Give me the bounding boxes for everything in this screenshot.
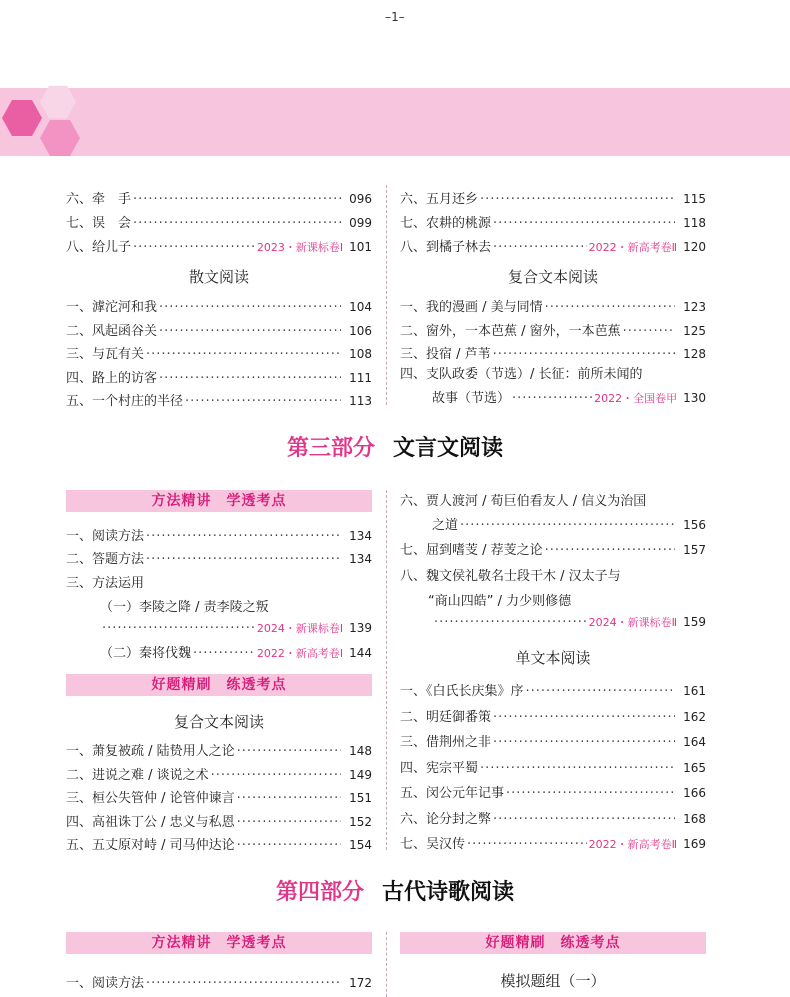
toc-entry[interactable]: 一、阅读方法 ····· 134 [66, 525, 372, 544]
section-bar-practice: 好题精刷 练透考点 [400, 932, 706, 954]
section-bar-methods: 方法精讲 学透考点 [66, 490, 372, 512]
toc-entry[interactable]: 三、投宿 / 芦苇 ····· 128 [400, 343, 706, 362]
toc-entry-line: 六、贾人渡河 / 荀巨伯看友人 / 信义为治国 [400, 494, 647, 509]
toc-entry-line: 三、方法运用 [66, 576, 145, 591]
toc-entry[interactable]: 七、吴汉传 ····· 2022・新高考卷Ⅱ 169 [400, 833, 706, 852]
toc-entry[interactable]: 三、桓公失管仲 / 论管仲谏言 ····· 151 [66, 787, 372, 806]
section-bar-practice: 好题精刷 练透考点 [66, 674, 372, 696]
toc-entry[interactable]: 七、屈到嗜芰 / 荐芰之论 ····· 157 [400, 539, 706, 558]
toc-entry[interactable]: 故事（节选） ····· 2022・全国卷甲 130 [432, 387, 706, 406]
toc-entry-line: （一）李陵之降 / 责李陵之叛 [100, 600, 269, 615]
toc-entry[interactable]: 一、滹沱河和我 ····· 104 [66, 296, 372, 315]
toc-entry[interactable]: 一、我的漫画 / 美与同情 ····· 123 [400, 296, 706, 315]
toc-entry[interactable]: 二、进说之难 / 谈说之术 ····· 149 [66, 764, 372, 783]
toc-entry[interactable]: 一、阅读方法 ····· 172 [66, 972, 372, 991]
toc-entry-line: 四、支队政委（节选）/ 长征：前所未闻的 [400, 367, 643, 382]
toc-entry[interactable]: 之道 ····· 156 [432, 514, 706, 533]
part-title: 第三部分 文言文阅读 [286, 435, 504, 461]
section-heading-single: 单文本阅读 [515, 649, 591, 667]
toc-entry[interactable]: 二、风起函谷关 ····· 106 [66, 320, 372, 339]
toc-entry[interactable]: 二、明廷御番策 ····· 162 [400, 706, 706, 725]
toc-entry[interactable]: 六、五月还乡 ····· 115 [400, 188, 706, 207]
toc-entry[interactable]: 二、窗外，一本芭蕉 / 窗外，一本芭蕉 ····· 125 [400, 320, 706, 339]
column-divider [386, 932, 387, 997]
header-band [0, 88, 790, 156]
toc-entry[interactable]: 八、到橘子林去 ····· 2022・新高考卷Ⅱ 120 [400, 236, 706, 255]
toc-entry[interactable]: 四、路上的访客 ····· 111 [66, 367, 372, 386]
section-bar-methods: 方法精讲 学透考点 [66, 932, 372, 954]
toc-entry[interactable]: 二、答题方法 ····· 134 [66, 548, 372, 567]
toc-entry[interactable]: 七、农耕的桃源 ····· 118 [400, 212, 706, 231]
toc-entry[interactable]: 六、牵 手 ····· 096 [66, 188, 372, 207]
toc-entry[interactable]: 五、五丈原对峙 / 司马仲达论 ····· 154 [66, 834, 372, 853]
toc-entry[interactable]: 四、高祖诛丁公 / 忠义与私恩 ····· 152 [66, 811, 372, 830]
toc-entry[interactable]: ····· 2024・新课标卷Ⅰ 139 [100, 620, 372, 636]
toc-entry-line: “商山四皓” / 力少则修德 [428, 594, 572, 609]
toc-entry[interactable]: 三、借荆州之非 ····· 164 [400, 731, 706, 750]
toc-entry[interactable]: 三、与瓦有关 ····· 108 [66, 343, 372, 362]
section-heading-compound: 复合文本阅读 [507, 268, 598, 286]
toc-entry[interactable]: 一、萧复被疏 / 陆贽用人之论 ····· 148 [66, 740, 372, 759]
section-heading-compound: 复合文本阅读 [173, 713, 264, 731]
page-number: –1– [385, 10, 405, 24]
section-heading-mock: 模拟题组（一） [500, 972, 606, 990]
part-title: 第四部分 古代诗歌阅读 [275, 879, 515, 905]
toc-entry[interactable]: 四、宪宗平蜀 ····· 165 [400, 757, 706, 776]
toc-entry[interactable]: 一、《白氏长庆集》序 ····· 161 [400, 680, 706, 699]
toc-entry[interactable]: 六、论分封之弊 ····· 168 [400, 808, 706, 827]
toc-entry[interactable]: 五、闵公元年记事 ····· 166 [400, 782, 706, 801]
toc-entry[interactable]: （二）秦将伐魏 ····· 2022・新高考卷Ⅰ 144 [100, 642, 372, 661]
toc-entry[interactable]: 八、给儿子 ····· 2023・新课标卷Ⅰ 101 [66, 236, 372, 255]
toc-entry-line: 八、魏文侯礼敬名士段干木 / 汉太子与 [400, 569, 621, 584]
column-divider [386, 490, 387, 850]
section-heading-prose: 散文阅读 [188, 268, 249, 286]
toc-entry[interactable]: 七、误 会 ····· 099 [66, 212, 372, 231]
column-divider [386, 185, 387, 405]
toc-entry[interactable]: 五、一个村庄的半径 ····· 113 [66, 390, 372, 409]
toc-entry[interactable]: ····· 2024・新课标卷Ⅱ 159 [432, 614, 706, 630]
